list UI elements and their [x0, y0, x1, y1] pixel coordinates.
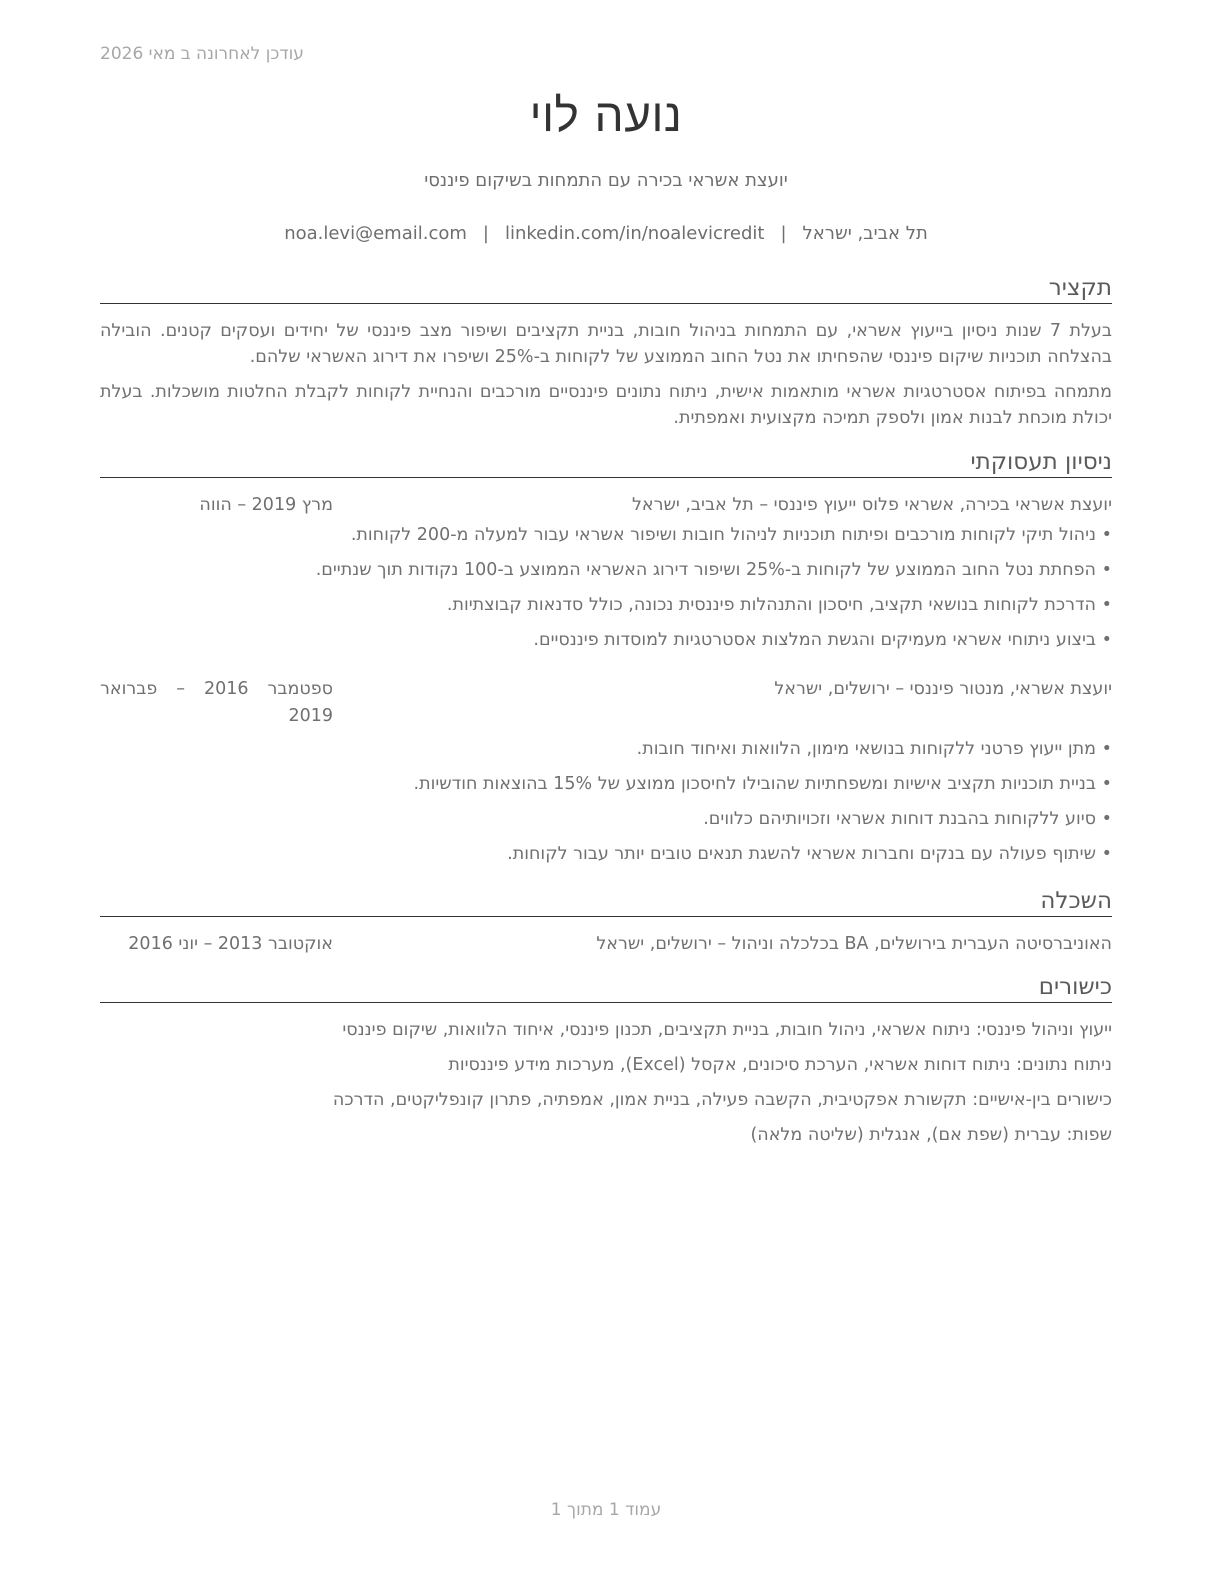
summary-paragraph: בעלת 7 שנות ניסיון בייעוץ אשראי, עם התמחות בניהול חובות, בניית תקציבים ושיפור מצב פיננסי של יחידים ועסקים קטנים. הובילה בהצלחה תוכניות שיקום פיננסי שהפחיתו את נטל החוב הממוצע של לקוחות ב-25% ושיפרו את דירוג האשראי שלהם. — [100, 321, 1112, 367]
summary-heading: תקציר — [100, 274, 1112, 304]
resume-page — [100, 0, 1112, 1584]
job-dates: מרץ 2019 – הווה — [199, 495, 333, 515]
job-entry — [100, 492, 1112, 658]
job-bullet: • הפחתת נטל החוב הממוצע של לקוחות ב-25% ושיפור דירוג האשראי הממוצע ב-100 נקודות תוך שנתיים. — [100, 553, 1112, 588]
education-section — [100, 887, 1112, 957]
job-header — [100, 676, 1112, 732]
job-dates: ספטמבר 2016 – פברואר 2019 — [100, 679, 333, 726]
job-bullet: • שיתוף פעולה עם בנקים וחברות אשראי להשגת תנאים טובים יותר עבור לקוחות. — [100, 837, 1112, 872]
skills-line: ייעוץ וניהול פיננסי: ניתוח אשראי, ניהול חובות, בניית תקציבים, תכנון פיננסי, איחוד הלוואות, שיקום פיננסי — [342, 1020, 1112, 1040]
job-entry — [100, 676, 1112, 872]
education-degree: האוניברסיטה העברית בירושלים, BA בכלכלה וניהול – ירושלים, ישראל — [596, 934, 1112, 954]
contact-separator: | — [482, 223, 489, 244]
skills-heading: כישורים — [100, 973, 1112, 1003]
job-bullet: • בניית תוכניות תקציב אישיות ומשפחתיות שהובילו לחיסכון ממוצע של 15% בהוצאות חודשיות. — [100, 767, 1112, 802]
contact-location: תל אביב, ישראל — [802, 223, 928, 244]
job-bullet: • ביצוע ניתוחי אשראי מעמיקים והגשת המלצות אסטרטגיות למוסדות פיננסיים. — [100, 623, 1112, 658]
skills-section — [100, 973, 1112, 1153]
experience-section — [100, 448, 1112, 872]
contact-linkedin[interactable]: linkedin.com/in/noalevicredit — [504, 223, 765, 244]
skills-line: שפות: עברית (שפת אם), אנגלית (שליטה מלאה) — [750, 1125, 1112, 1145]
last-updated-note: עודכן לאחרונה ב מאי 2026 — [100, 44, 304, 64]
job-bullets — [100, 732, 1112, 872]
job-header — [100, 492, 1112, 518]
contact-email[interactable]: noa.levi@email.com — [284, 223, 467, 244]
page-number: עמוד 1 מתוך 1 — [550, 1500, 662, 1520]
job-bullet: • מתן ייעוץ פרטני ללקוחות בנושאי מימון, הלוואות ואיחוד חובות. — [100, 732, 1112, 767]
summary-section — [100, 274, 1112, 431]
skills-line: כישורים בין-אישיים: תקשורת אפקטיבית, הקשבה פעילה, בניית אמון, אמפתיה, פתרון קונפליקטים, הדרכה — [332, 1090, 1112, 1110]
skills-list — [100, 1013, 1112, 1153]
education-heading: השכלה — [100, 887, 1112, 917]
job-bullet: • הדרכת לקוחות בנושאי תקציב, חיסכון והתנהלות פיננסית נכונה, כולל סדנאות קבוצתיות. — [100, 588, 1112, 623]
job-role: יועצת אשראי, מנטור פיננסי – ירושלים, ישראל — [774, 679, 1112, 699]
job-role: יועצת אשראי בכירה, אשראי פלוס ייעוץ פיננסי – תל אביב, ישראל — [631, 495, 1112, 515]
education-entry — [100, 931, 1112, 957]
skills-line: ניתוח נתונים: ניתוח דוחות אשראי, הערכת סיכונים, אקסל (Excel), מערכות מידע פיננסיות — [448, 1055, 1112, 1075]
candidate-title: יועצת אשראי בכירה עם התמחות בשיקום פיננסי — [424, 170, 788, 191]
job-bullet: • ניהול תיקי לקוחות מורכבים ופיתוח תוכניות לניהול חובות ושיפור אשראי עבור למעלה מ-200 לקוחות. — [100, 518, 1112, 553]
job-bullets — [100, 518, 1112, 658]
experience-heading: ניסיון תעסוקתי — [100, 448, 1112, 478]
contact-line — [100, 223, 1112, 244]
candidate-name: נועה לוי — [529, 88, 683, 142]
contact-separator: | — [780, 223, 787, 244]
summary-paragraph: מתמחה בפיתוח אסטרטגיות אשראי מותאמות אישית, ניתוח נתונים פיננסיים מורכבים והנחיית לקוחות לקבלת החלטות מושכלות. בעלת יכולת מוכחת לבנות אמון ולספק תמיכה מקצועית ואמפתית. — [100, 382, 1112, 428]
education-dates: אוקטובר 2013 – יוני 2016 — [128, 934, 333, 954]
job-bullet: • סיוע ללקוחות בהבנת דוחות אשראי וזכויותיהם כלווים. — [100, 802, 1112, 837]
